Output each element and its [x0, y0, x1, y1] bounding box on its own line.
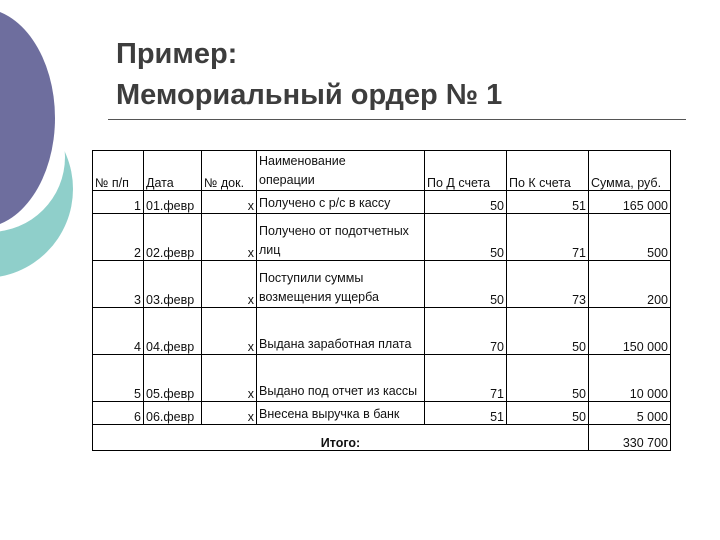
cell-credit: 50 [507, 308, 589, 355]
cell-credit: 51 [507, 191, 589, 214]
cell-sum: 165 000 [589, 191, 671, 214]
header-operation [257, 151, 425, 191]
cell-sum: 150 000 [589, 308, 671, 355]
cell-doc: х [202, 261, 257, 308]
cell-num: 5 [93, 355, 144, 402]
table-row [93, 214, 671, 261]
header-doc: № док. [202, 151, 257, 191]
cell-num: 6 [93, 402, 144, 425]
title-divider [108, 119, 686, 120]
cell-operation: Выдана заработная плата [257, 308, 425, 355]
cell-date: 02.февр [144, 214, 202, 261]
cell-operation: Получено от подотчетных лиц [257, 214, 425, 261]
cell-sum: 5 000 [589, 402, 671, 425]
header-sum: Сумма, руб. [589, 151, 671, 191]
header-operation-line2: операции [259, 173, 315, 187]
header-debit: По Д счета [425, 151, 507, 191]
header-credit: По К счета [507, 151, 589, 191]
cell-debit: 50 [425, 191, 507, 214]
cell-sum: 10 000 [589, 355, 671, 402]
cell-credit: 50 [507, 402, 589, 425]
cell-doc: х [202, 402, 257, 425]
total-label: Итого: [93, 425, 589, 451]
cell-debit: 50 [425, 261, 507, 308]
header-num: № п/п [93, 151, 144, 191]
table-row [93, 402, 671, 425]
cell-sum: 500 [589, 214, 671, 261]
table-row [93, 308, 671, 355]
cell-doc: х [202, 355, 257, 402]
cell-doc: х [202, 191, 257, 214]
cell-operation: Поступили суммы возмещения ущерба [257, 261, 425, 308]
cell-credit: 50 [507, 355, 589, 402]
slide-title [116, 34, 502, 116]
memorial-order-table [92, 150, 671, 451]
cell-credit: 71 [507, 214, 589, 261]
cell-num: 2 [93, 214, 144, 261]
header-date: Дата [144, 151, 202, 191]
table-row [93, 261, 671, 308]
cell-operation: Внесена выручка в банк [257, 402, 425, 425]
cell-date: 01.февр [144, 191, 202, 214]
table-total-row [93, 425, 671, 451]
cell-debit: 71 [425, 355, 507, 402]
slide-title-line2: Мемориальный ордер № 1 [116, 79, 503, 111]
table-row [93, 355, 671, 402]
cell-date: 05.февр [144, 355, 202, 402]
table-row [93, 191, 671, 214]
cell-debit: 50 [425, 214, 507, 261]
cell-sum: 200 [589, 261, 671, 308]
cell-date: 03.февр [144, 261, 202, 308]
header-operation-line1: Наименование [259, 154, 346, 168]
cell-num: 1 [93, 191, 144, 214]
cell-debit: 70 [425, 308, 507, 355]
slide-title-line1: Пример: [116, 38, 238, 70]
cell-date: 04.февр [144, 308, 202, 355]
cell-debit: 51 [425, 402, 507, 425]
cell-doc: х [202, 308, 257, 355]
cell-credit: 73 [507, 261, 589, 308]
cell-num: 4 [93, 308, 144, 355]
cell-operation: Выдано под отчет из кассы [257, 355, 425, 402]
cell-doc: х [202, 214, 257, 261]
cell-date: 06.февр [144, 402, 202, 425]
table-header-row [93, 151, 671, 191]
total-sum: 330 700 [589, 425, 671, 451]
cell-operation: Получено с р/с в кассу [257, 191, 425, 214]
cell-num: 3 [93, 261, 144, 308]
